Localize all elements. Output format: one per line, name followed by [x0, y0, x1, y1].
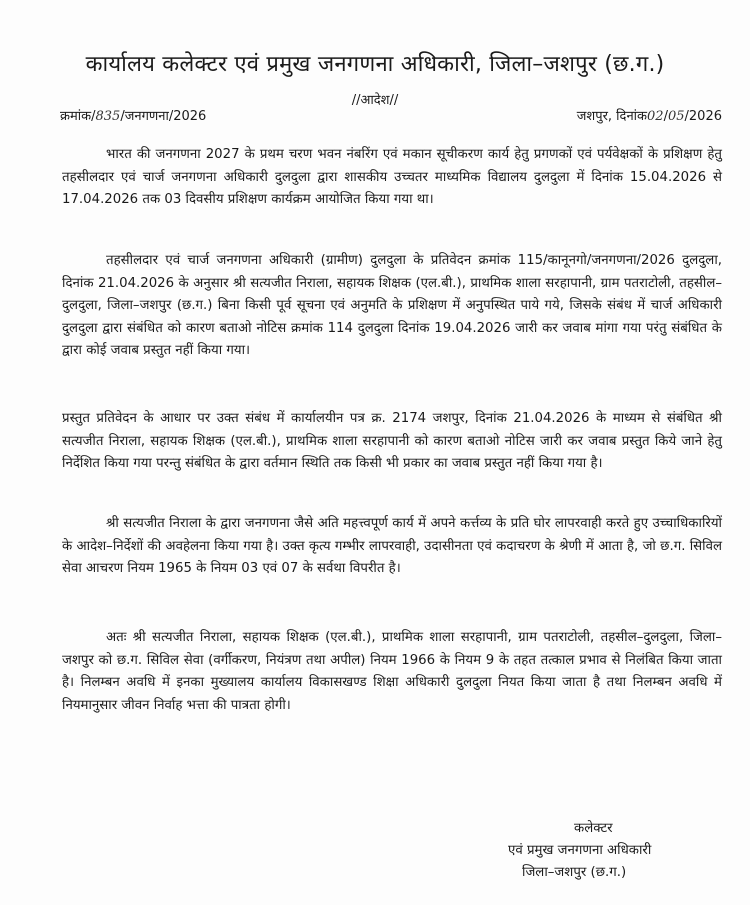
paragraph-training-background: भारत की जनगणना 2027 के प्रथम चरण भवन नंबरिंग एवं मकान सूचीकरण कार्य हेतु प्रगणकों एवं पर्यवेक्षकों के प्रशिक्षण हेतु तहसीलदार एवं चार्ज जनगणना अधिकारी दुलदुला द्वारा शासकीय उच्चतर माध्यमिक विद्यालय दुलदुला में दिनांक 15.04.2026 से 17.04.2026 तक 03 दिवसीय प्रशिक्षण कार्यक्रम आयोजित किया गया था। — [62, 147, 722, 208]
paragraph-absence-report: तहसीलदार एवं चार्ज जनगणना अधिकारी (ग्रामीण) दुलदुला के प्रतिवेदन क्रमांक 115/कानूनगो/जनगणना/2026 दुलदुला, दिनांक 21.04.2026 के अनुसार श्री सत्यजीत निराला, सहायक शिक्षक (एल.बी.), प्राथमिक शाला सरहापानी, ग्राम पतराटोली, तहसील–दुलदुला, जिला–जशपुर (छ.ग.) बिना किसी पूर्व सूचना एवं अनुमति के प्रशिक्षण में अनुपस्थित पाये गये, जिसके संबंध में चार्ज अधिकारी दुलदुला द्वारा संबंधित को कारण बताओ नोटिस क्रमांक 114 दुलदुला दिनांक 19.04.2026 जारी कर जवाब मांगा गया परंतु संबंधित के द्वारा कोई जवाब प्रस्तुत नहीं किया गया। — [62, 253, 722, 359]
date-prefix: जशपुर, दिनांक — [576, 109, 648, 124]
paragraph-suspension-order: अतः श्री सत्यजीत निराला, सहायक शिक्षक (एल.बी.), प्राथमिक शाला सरहापानी, ग्राम पतराटोली, तहसील–दुलदुला, जिला–जशपुर को छ.ग. सिविल सेवा (वर्गीकरण, नियंत्रण तथा अपील) नियम 1966 के नियम 9 के तहत तत्काल प्रभाव से निलंबित किया जाता है। निलम्बन अवधि में इनका मुख्यालय कार्यालय विकासखण्ड शिक्षा अधिकारी दुलदुला नियत किया जाता है तथा निलम्बन अवधि में नियमानुसार जीवन निर्वाह भत्ता की पात्रता होगी। — [62, 630, 722, 713]
reference-suffix: /जनगणना/2026 — [120, 109, 207, 124]
issue-date — [577, 106, 722, 124]
paragraph-misconduct: श्री सत्यजीत निराला के द्वारा जनगणना जैसे अति महत्त्वपूर्ण कार्य में अपने कर्त्तव्य के प्रति घोर लापरवाही करते हुए उच्चाधिकारियों के आदेश–निर्देशों की अवहेलना किया गया है। उक्त कृत्य गम्भीर लापरवाही, उदासीनता एवं कदाचरण के श्रेणी में आता है, जो छ.ग. सिविल सेवा आचरण नियम 1965 के नियम 03 एवं 07 के सर्वथा विपरीत है। — [62, 516, 722, 577]
reference-number — [60, 106, 206, 124]
reference-prefix: क्रमांक/ — [60, 109, 96, 124]
date-year: 2026 — [688, 109, 722, 124]
date-month: 05 — [667, 109, 685, 124]
date-separator: / — [684, 109, 689, 124]
order-label: //आदेश// — [351, 93, 399, 108]
reference-handwritten-number: 835 — [95, 109, 121, 124]
signature-block — [508, 818, 651, 884]
signatory-designation: एवं प्रमुख जनगणना अधिकारी — [508, 843, 652, 858]
office-title: कार्यालय कलेक्टर एवं प्रमुख जनगणना अधिकारी, जिला–जशपुर (छ.ग.) — [85, 52, 665, 77]
signatory-title: कलेक्टर — [574, 821, 613, 836]
date-day: 02 — [647, 109, 664, 124]
date-separator: / — [663, 109, 668, 124]
signatory-district: जिला–जशपुर (छ.ग.) — [522, 865, 627, 880]
paragraph-show-cause-notice: प्रस्तुत प्रतिवेदन के आधार पर उक्त संबंध में कार्यालयीन पत्र क्र. 2174 जशपुर, दिनांक 21.04.2026 के माध्यम से संबंधित श्री सत्यजीत निराला, सहायक शिक्षक (एल.बी.), प्राथमिक शाला सरहापानी को कारण बताओ नोटिस जारी कर जवाब प्रस्तुत किये जाने हेतु निर्देशित किया गया परन्तु संबंधित के द्वारा वर्तमान स्थिति तक किसी भी प्रकार का जवाब प्रस्तुत नहीं किया गया है। — [62, 411, 722, 472]
